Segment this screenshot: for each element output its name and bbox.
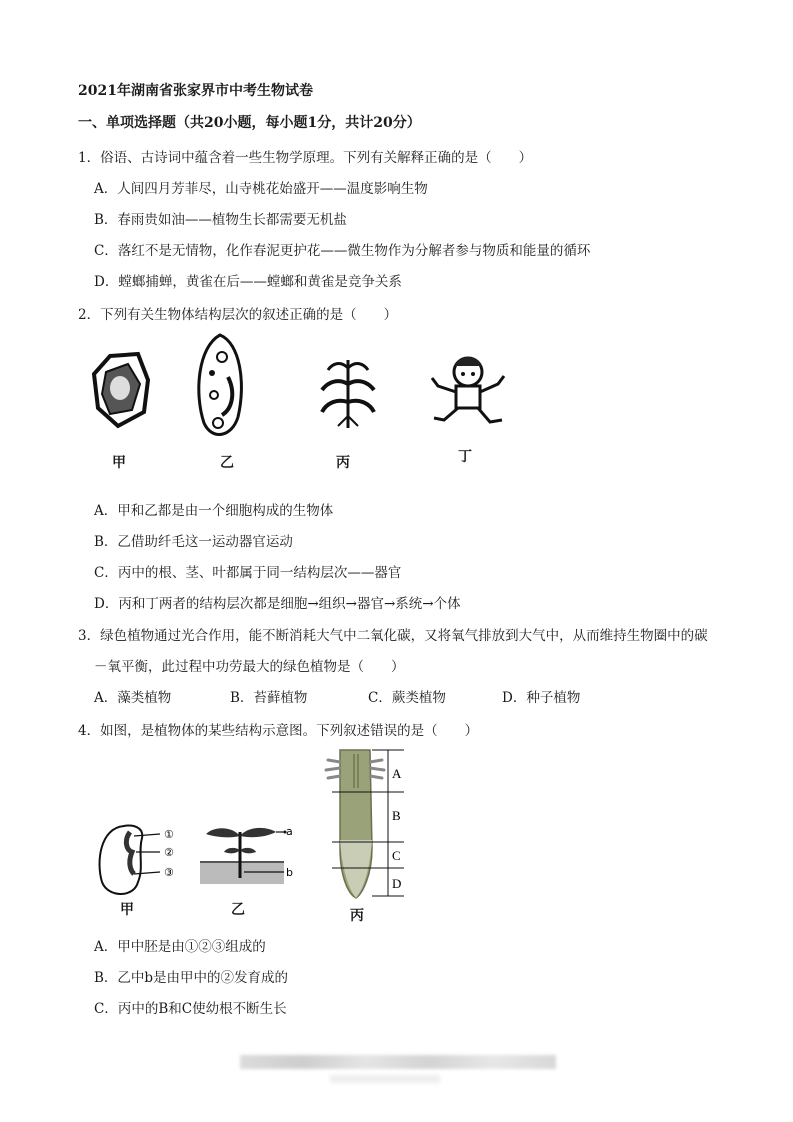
q3-stem-line1: 3．绿色植物通过光合作用，能不断消耗大气中二氧化碳，又将氧气排放到大气中，从而维持生物圈中的碳 [78,628,708,644]
q2-option-c: C．丙中的根、茎、叶都属于同一结构层次——器官 [94,565,402,581]
q3-option-d: D．种子植物 [502,690,581,706]
q4-stem: 4．如图，是植物体的某些结构示意图。下列叙述错误的是（ ） [78,723,479,739]
q3-option-a: A．藻类植物 [94,690,172,706]
q2-label-jia: 甲 [112,455,126,471]
q4-root-zone-b: B [392,808,401,823]
q4-seed-mark-2: ② [164,846,174,859]
q2-option-b: B．乙借助纤毛这一运动器官运动 [94,534,293,550]
q4-root-zone-c: C [392,848,401,863]
q4-figure-seed [94,822,184,902]
q1-stem: 1．俗语、古诗词中蕴含着一些生物学原理。下列有关解释正确的是（ ） [78,150,533,166]
q2-figure-plant [318,350,378,430]
q2-option-a: A．甲和乙都是由一个细胞构成的生物体 [94,503,334,519]
q3-stem-line2: －氧平衡，此过程中功劳最大的绿色植物是（ ） [94,659,405,675]
blurred-footer-watermark-sub [330,1075,440,1083]
q4-label-yi: 乙 [231,902,245,918]
q2-label-yi: 乙 [220,455,234,471]
q4-option-b: B．乙中b是由甲中的②发育成的 [94,970,289,986]
q4-figure-root-tip [318,748,414,908]
section-heading: 一、单项选择题（共20小题，每小题1分，共计20分） [78,115,421,131]
q2-label-ding: 丁 [458,449,472,465]
q1-option-a: A．人间四月芳菲尽，山寺桃花始盛开——温度影响生物 [94,181,428,197]
q4-root-zone-d: D [392,876,402,891]
q3-option-c: C．蕨类植物 [368,690,446,706]
q2-stem: 2．下列有关生物体结构层次的叙述正确的是（ ） [78,307,398,323]
q4-label-bing: 丙 [350,908,364,924]
q2-option-d: D．丙和丁两者的结构层次都是细胞→组织→器官→系统→个体 [94,596,461,612]
q4-seedling-mark-a: a [286,825,293,838]
q3-option-b: B．苔藓植物 [230,690,308,706]
paper-title: 2021年湖南省张家界市中考生物试卷 [78,83,313,99]
q1-option-d: D．螳螂捕蝉，黄雀在后——螳螂和黄雀是竞争关系 [94,274,402,290]
q4-label-jia: 甲 [120,902,134,918]
q4-option-c: C．丙中的B和C使幼根不断生长 [94,1001,287,1017]
q4-seed-mark-3: ③ [164,866,174,879]
q4-root-zone-a: A [392,766,402,781]
q2-figure-paramecium [192,333,248,445]
q4-seed-mark-1: ① [164,828,174,841]
q1-option-b: B．春雨贵如油——植物生长都需要无机盐 [94,212,347,228]
q4-option-a: A．甲中胚是由①②③组成的 [94,939,266,955]
q2-label-bing: 丙 [336,455,350,471]
q2-figure-child [426,350,512,430]
q1-option-c: C．落红不是无情物，化作春泥更护花——微生物作为分解者参与物质和能量的循环 [94,243,591,259]
q2-figure-plant-cell [88,350,158,430]
q4-seedling-mark-b: b [286,866,293,879]
blurred-footer-watermark [240,1055,556,1069]
q4-figure-seedling [196,822,306,892]
